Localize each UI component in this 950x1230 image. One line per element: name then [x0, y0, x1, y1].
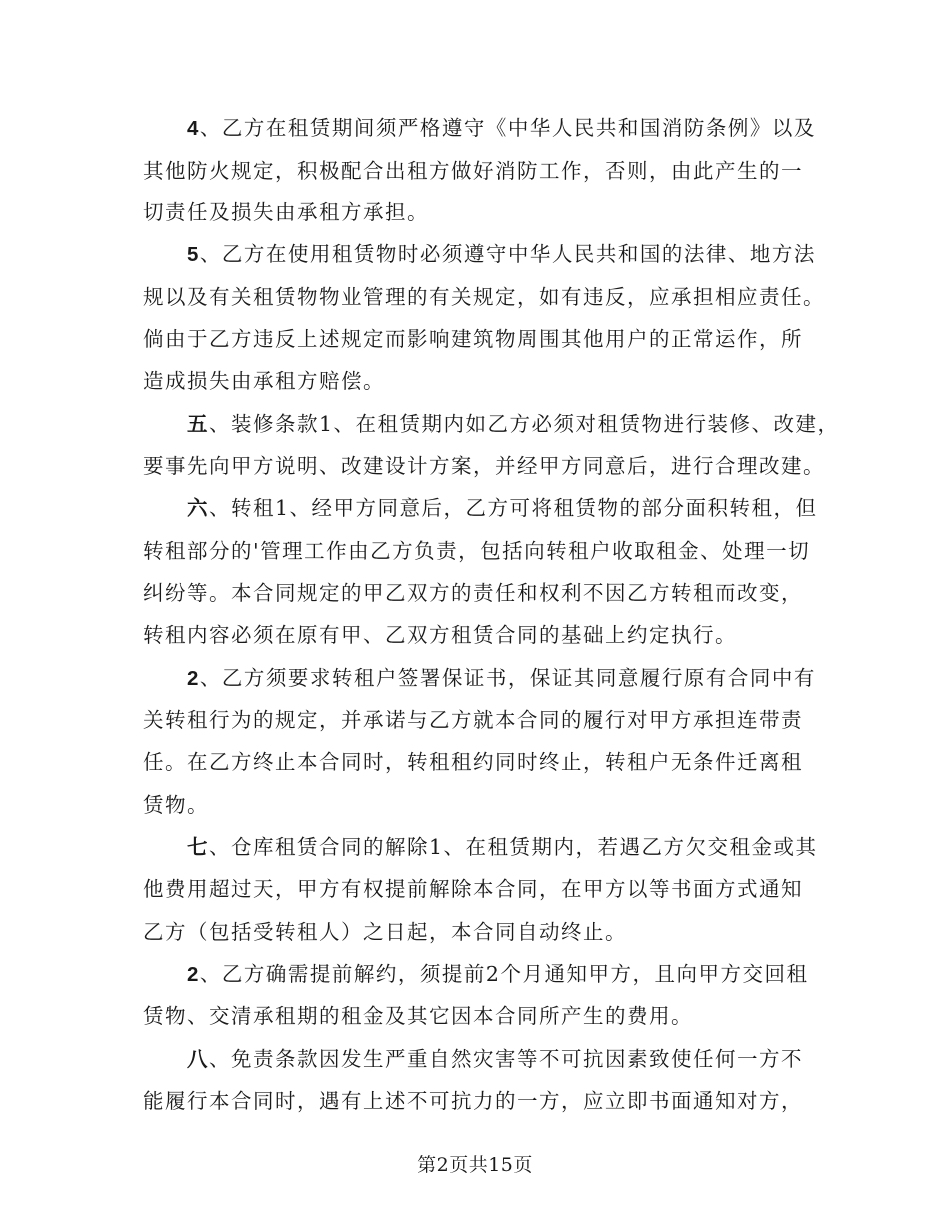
paragraph-line — [143, 1002, 693, 1030]
paragraph-line — [143, 198, 429, 226]
paragraph-line — [143, 283, 825, 311]
line-text: 乙方（包括受转租人）之日起，本合同自动终止。 — [143, 920, 627, 944]
paragraph-line — [143, 748, 803, 776]
paragraph-line — [187, 114, 816, 143]
paragraph-line — [187, 494, 818, 522]
line-text: 转租部分的'管理工作由乙方负责，包括向转租户收取租金、处理一切 — [143, 539, 811, 563]
line-text: 、乙方须要求转租户签署保证书，保证其同意履行原有合同中有 — [199, 666, 816, 690]
line-text: 、转租1、经甲方同意后，乙方可将租赁物的部分面积转租，但 — [209, 496, 818, 520]
paragraph-line — [143, 791, 209, 819]
paragraph-line — [143, 367, 385, 395]
paragraph-line — [143, 579, 803, 607]
paragraph-line — [143, 537, 810, 565]
line-text: 、乙方确需提前解约，须提前2个月通知甲方，且向甲方交回租 — [199, 962, 809, 986]
line-text: 任。在乙方终止本合同时，转租租约同时终止，转租户无条件迁离租 — [143, 750, 803, 774]
section-number: 六 — [187, 496, 209, 520]
paragraph-line — [143, 1087, 803, 1115]
paragraph-line — [187, 410, 840, 438]
line-text: 规以及有关租赁物物业管理的有关规定，如有违反，应承担相应责任。 — [143, 285, 825, 309]
page-footer: 第2页共15页 — [417, 1154, 533, 1176]
line-text: 切责任及损失由承租方承担。 — [143, 200, 429, 224]
paragraph-line — [143, 875, 803, 903]
line-text: 他费用超过天，甲方有权提前解除本合同，在甲方以等书面方式通知 — [143, 877, 803, 901]
line-text: 转租内容必须在原有甲、乙双方租赁合同的基础上约定执行。 — [143, 623, 737, 647]
paragraph-line — [143, 325, 803, 353]
line-text: 、乙方在使用租赁物时必须遵守中华人民共和国的法律、地方法 — [199, 242, 816, 266]
section-number: 八 — [187, 1047, 209, 1071]
paragraph-line — [187, 1045, 803, 1073]
line-text: 要事先向甲方说明、改建设计方案，并经甲方同意后，进行合理改建。 — [143, 454, 825, 478]
item-number: 2 — [187, 963, 200, 986]
line-text: 关转租行为的规定，并承诺与乙方就本合同的履行对甲方承担连带责 — [143, 708, 803, 732]
section-number: 七 — [187, 835, 209, 859]
line-text: 赁物。 — [143, 793, 209, 817]
line-text: 倘由于乙方违反上述规定而影响建筑物周围其他用户的正常运作，所 — [143, 327, 803, 351]
line-text: 赁物、交清承租期的租金及其它因本合同所产生的费用。 — [143, 1004, 693, 1028]
item-number: 4 — [187, 117, 200, 140]
section-number: 五 — [187, 412, 209, 436]
paragraph-line — [143, 621, 737, 649]
item-number: 2 — [187, 667, 200, 690]
paragraph-line — [143, 706, 803, 734]
line-text: 、免责条款因发生严重自然灾害等不可抗因素致使任何一方不 — [209, 1047, 803, 1071]
line-text: 其他防火规定，积极配合出租方做好消防工作，否则，由此产生的一 — [143, 159, 803, 183]
paragraph-line — [143, 452, 825, 480]
paragraph-line — [187, 240, 816, 269]
line-text: 、装修条款1、在租赁期内如乙方必须对租赁物进行装修、改建， — [209, 412, 840, 436]
line-text: 、仓库租赁合同的解除1、在租赁期内，若遇乙方欠交租金或其 — [209, 835, 818, 859]
item-number: 5 — [187, 243, 200, 266]
paragraph-line — [187, 833, 818, 861]
line-text: 造成损失由承租方赔偿。 — [143, 369, 385, 393]
line-text: 、乙方在租赁期间须严格遵守《中华人民共和国消防条例》以及 — [199, 116, 816, 140]
line-text: 能履行本合同时，遇有上述不可抗力的一方，应立即书面通知对方， — [143, 1089, 803, 1113]
paragraph-line — [187, 960, 808, 989]
paragraph-line — [143, 918, 627, 946]
line-text: 纠纷等。本合同规定的甲乙双方的责任和权利不因乙方转租而改变， — [143, 581, 803, 605]
paragraph-line — [187, 664, 816, 693]
paragraph-line — [143, 157, 803, 185]
